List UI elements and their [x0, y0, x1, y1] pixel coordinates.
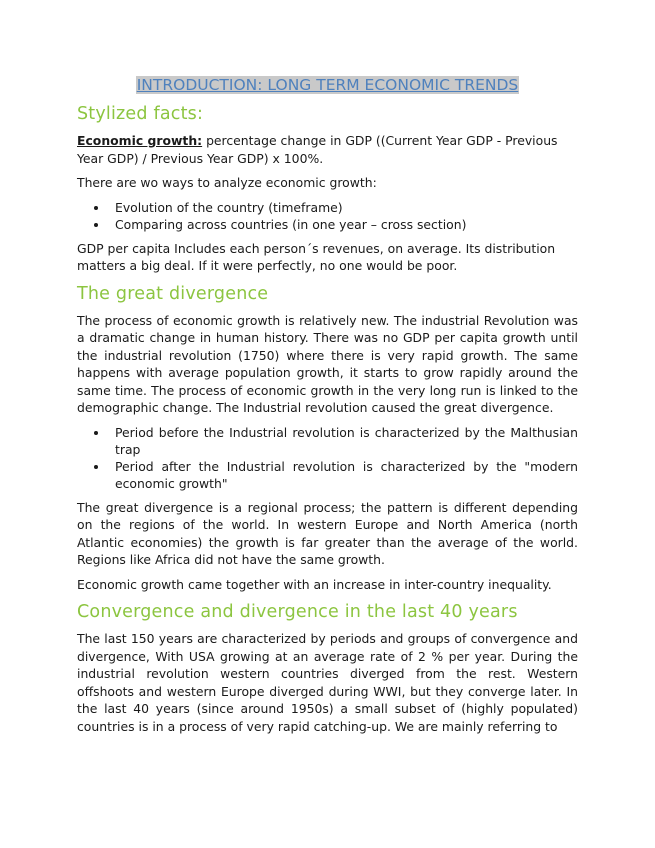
section-heading-great-divergence: The great divergence: [77, 283, 269, 304]
great-divergence-paragraph-2: The great divergence is a regional process; the pattern is different depending on the regions of the world. In western Europe and North America (north Atlantic economies) the growth is far greater than the average of the world. Regions like Africa did not have the same growth.: [77, 499, 578, 567]
list-item: Comparing across countries (in one year – cross section): [115, 216, 578, 233]
list-item: Evolution of the country (timeframe): [115, 199, 578, 216]
economic-growth-definition-text: percentage change in GDP ((Current Year GDP - Previous Year GDP) / Previous Year GDP) x 100%.: [77, 133, 558, 166]
great-divergence-paragraph-3: Economic growth came together with an increase in inter-country inequality.: [77, 576, 552, 592]
convergence-paragraph-1: The last 150 years are characterized by periods and groups of convergence and divergence, With USA growing at an average rate of 2 % per year. During the industrial revolution western countries diverged from the rest. Western offshoots and western Europe diverged during WWI, but they converge later. In the last 40 years (since around 1950s) a small subset of (highly populated) countries is in a process of very rapid catching-up. We are mainly referring to: [77, 631, 578, 734]
list-item: Period before the Industrial revolution is characterized by the Malthusian trap: [115, 424, 578, 457]
list-item: Period after the Industrial revolution is characterized by the "modern economic growth": [115, 458, 578, 491]
document-page: [77, 74, 578, 742]
economic-growth-definition: [77, 132, 578, 167]
section-heading-stylized-facts: Stylized facts:: [77, 104, 204, 124]
document-title-text: INTRODUCTION: LONG TERM ECONOMIC TRENDS: [136, 76, 519, 94]
section-heading-convergence-divergence: Convergence and divergence in the last 40 years: [77, 602, 518, 622]
ways-list: [77, 199, 578, 233]
document-title: [77, 74, 578, 96]
gdp-per-capita-paragraph: GDP per capita Includes each person´s revenues, on average. Its distribution matters a big deal. If it were perfectly, no one would be poor.: [77, 240, 556, 273]
periods-list: [77, 424, 578, 492]
ways-intro-paragraph: There are wo ways to analyze economic growth:: [77, 175, 377, 190]
great-divergence-paragraph-1: The process of economic growth is relatively new. The industrial Revolution was a dramatic change in human history. There was no GDP per capita growth until the industrial revolution (1750) where there is very rapid growth. The same happens with average population growth, it starts to grow rapidly around the same time. The process of economic growth in the very long run is linked to the demographic change. The Industrial revolution caused the great divergence.: [77, 312, 578, 415]
economic-growth-term: Economic growth:: [77, 133, 203, 148]
